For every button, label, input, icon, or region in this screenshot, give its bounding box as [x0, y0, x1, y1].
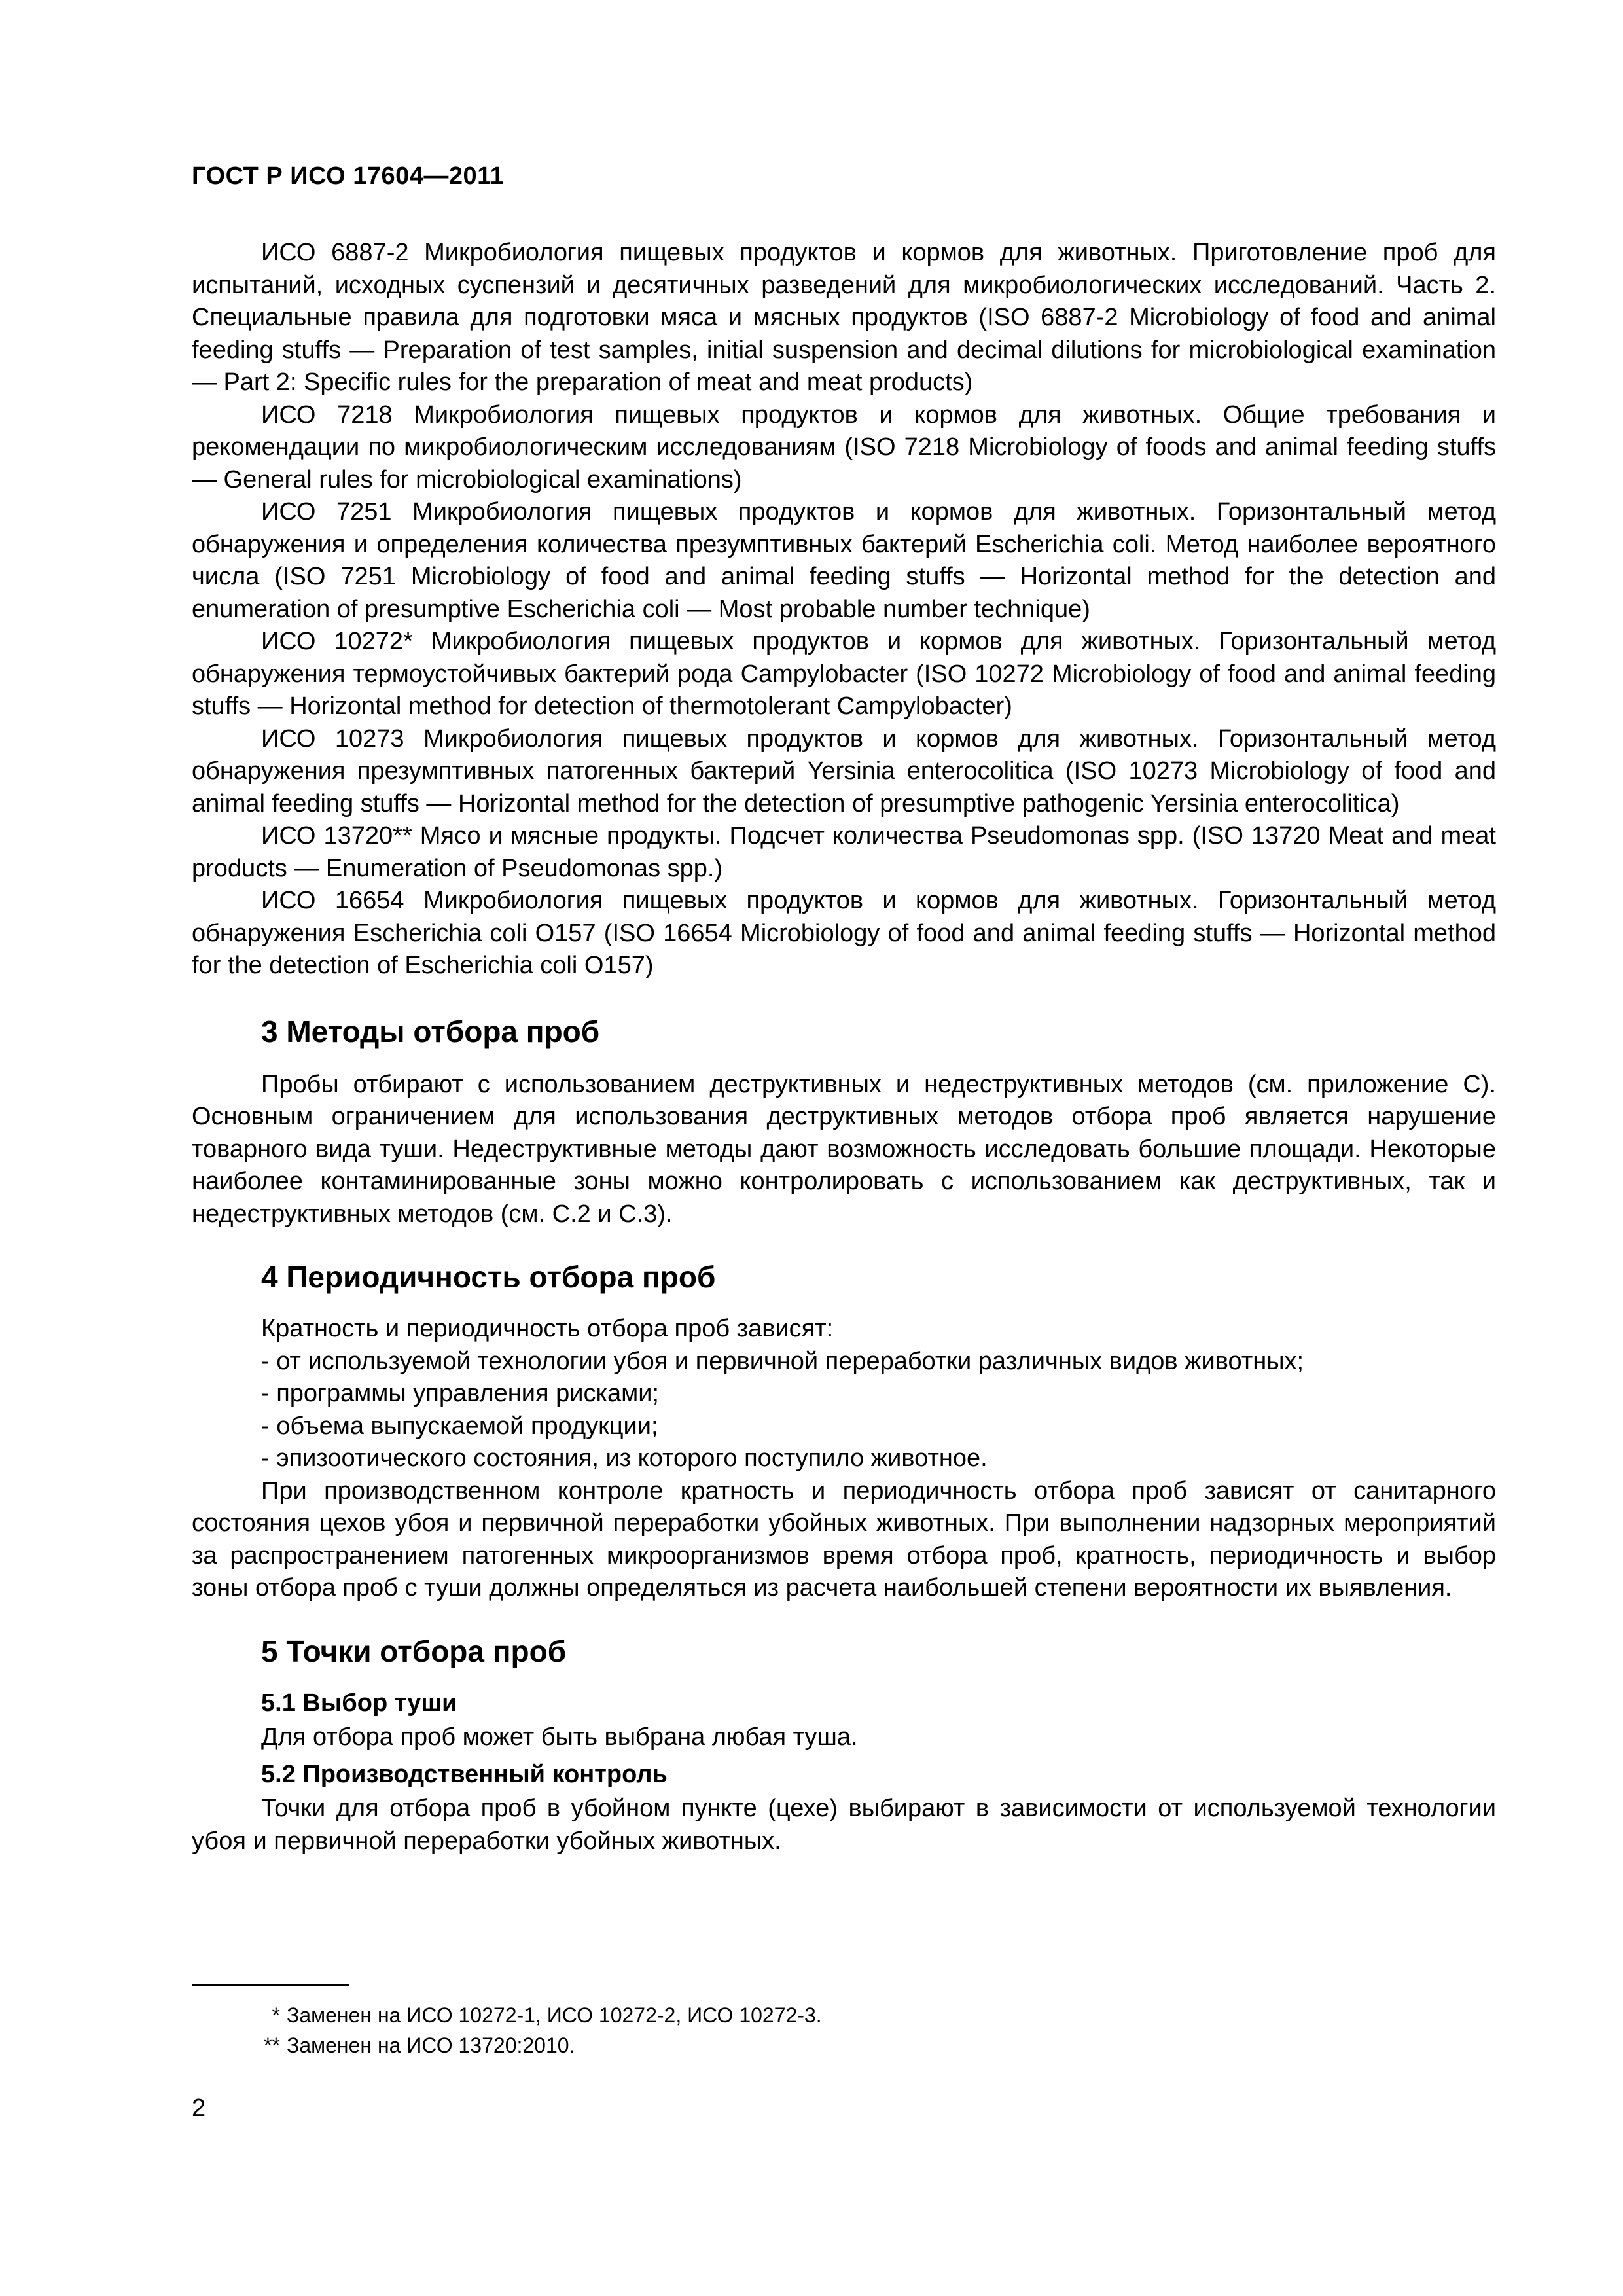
section-4-list [192, 1346, 1496, 1475]
section-3-heading: 3 Методы отбора проб [261, 1014, 600, 1049]
list-item: - объема выпускаемой продукции; [261, 1412, 658, 1440]
list-item: - программы управления рисками; [261, 1380, 659, 1407]
footnote [192, 2030, 822, 2060]
reference-iso-7218: ИСО 7218 Микробиология пищевых продуктов и кормов для животных. Общие требования и рекомендации по микробиологическим исследованиям (ISO 7218 Microbiology of foods and animal feeding stuffs — General rules for microbiological examinations) [192, 401, 1496, 493]
subsection-5-2-heading: 5.2 Производственный контроль [261, 1761, 668, 1788]
section-4-heading: 4 Периодичность отбора проб [261, 1260, 716, 1294]
reference-iso-6887-2: ИСО 6887-2 Микробиология пищевых продуктов и кормов для животных. Приготовление проб для испытаний, исходных суспензий и десятичных разведений для микробиологических исследований. Часть 2. Специальные правила для подготовки мяса и мясных продуктов (ISO 6887-2 Microbiology of food and animal feeding stuffs — Preparation of test samples, initial suspension and decimal dilutions for microbiological examination — Part 2: Specific rules for the preparation of meat and meat products) [192, 239, 1496, 396]
section-4-text: При производственном контроле кратность и периодичность отбора проб зависят от санитарного состояния цехов убоя и первичной переработки убойных животных. При выполнении надзорных мероприятий за распространением патогенных микроорганизмов время отбора проб, кратность, периодичность и выбор зоны отбора проб с туши должны определяться из расчета наибольшей степени вероятности их выявления. [192, 1477, 1496, 1602]
list-item: - эпизоотического состояния, из которого поступило животное. [261, 1444, 988, 1472]
page-content [192, 237, 1496, 1857]
footnote-mark: ** [264, 2034, 280, 2057]
footnote-text: Заменен на ИСО 10272-1, ИСО 10272-2, ИСО 10272-3. [287, 2003, 822, 2027]
section-3-text: Пробы отбирают с использованием деструктивных и недеструктивных методов (см. приложение С). Основным ограничением для использования деструктивных методов отбора проб является нарушение товарного вида туши. Недеструктивные методы дают возможность исследовать большие площади. Некоторые наиболее контаминированные зоны можно контролировать с использованием как деструктивных, так и недеструктивных методов (см. С.2 и С.3). [192, 1070, 1496, 1228]
subsection-5-1-heading: 5.1 Выбор туши [261, 1689, 457, 1717]
reference-iso-16654: ИСО 16654 Микробиология пищевых продуктов и кормов для животных. Горизонтальный метод обнаружения Escherichia coli O157 (ISO 16654 Microbiology of food and animal feeding stuffs — Horizontal method for the detection of Escherichia coli O157) [192, 887, 1496, 979]
footnote-mark: * [272, 2003, 280, 2027]
list-item: - от используемой технологии убоя и первичной переработки различных видов животных; [261, 1347, 1304, 1375]
reference-iso-10272: ИСО 10272* Микробиология пищевых продуктов и кормов для животных. Горизонтальный метод обнаружения термоустойчивых бактерий рода Campylobacter (ISO 10272 Microbiology of food and animal feeding stuffs — Horizontal method for detection of thermotolerant Campylobacter) [192, 628, 1496, 720]
section-5-heading: 5 Точки отбора проб [261, 1634, 567, 1668]
reference-iso-7251: ИСО 7251 Микробиология пищевых продуктов и кормов для животных. Горизонтальный метод обнаружения и определения количества презумптивных бактерий Escherichia coli. Метод наиболее вероятного числа (ISO 7251 Microbiology of food and animal feeding stuffs — Horizontal method for the detection and enumeration of presumptive Escherichia coli — Most probable number technique) [192, 498, 1496, 623]
section-4-lead: Кратность и периодичность отбора проб зависят: [261, 1315, 834, 1342]
running-header: ГОСТ Р ИСО 17604—2011 [192, 162, 505, 190]
footnote-text: Заменен на ИСО 13720:2010. [287, 2034, 575, 2057]
footnote [192, 2000, 822, 2030]
footnotes [192, 2000, 822, 2060]
subsection-5-1-text: Для отбора проб может быть выбрана любая туша. [261, 1723, 858, 1751]
reference-iso-10273: ИСО 10273 Микробиология пищевых продуктов и кормов для животных. Горизонтальный метод обнаружения презумптивных патогенных бактерий Yersinia enterocolitica (ISO 10273 Microbiology of food and animal feeding stuffs — Horizontal method for the detection of presumptive pathogenic Yersinia enterocolitica) [192, 725, 1496, 817]
reference-iso-13720: ИСО 13720** Мясо и мясные продукты. Подсчет количества Pseudomonas spp. (ISO 13720 Meat and meat products — Enumeration of Pseudomonas spp.) [192, 822, 1496, 882]
subsection-5-2-text: Точки для отбора проб в убойном пункте (цехе) выбирают в зависимости от используемой технологии убоя и первичной переработки убойных животных. [192, 1795, 1496, 1855]
footnote-separator [192, 1984, 349, 1986]
page-number: 2 [192, 2094, 206, 2122]
